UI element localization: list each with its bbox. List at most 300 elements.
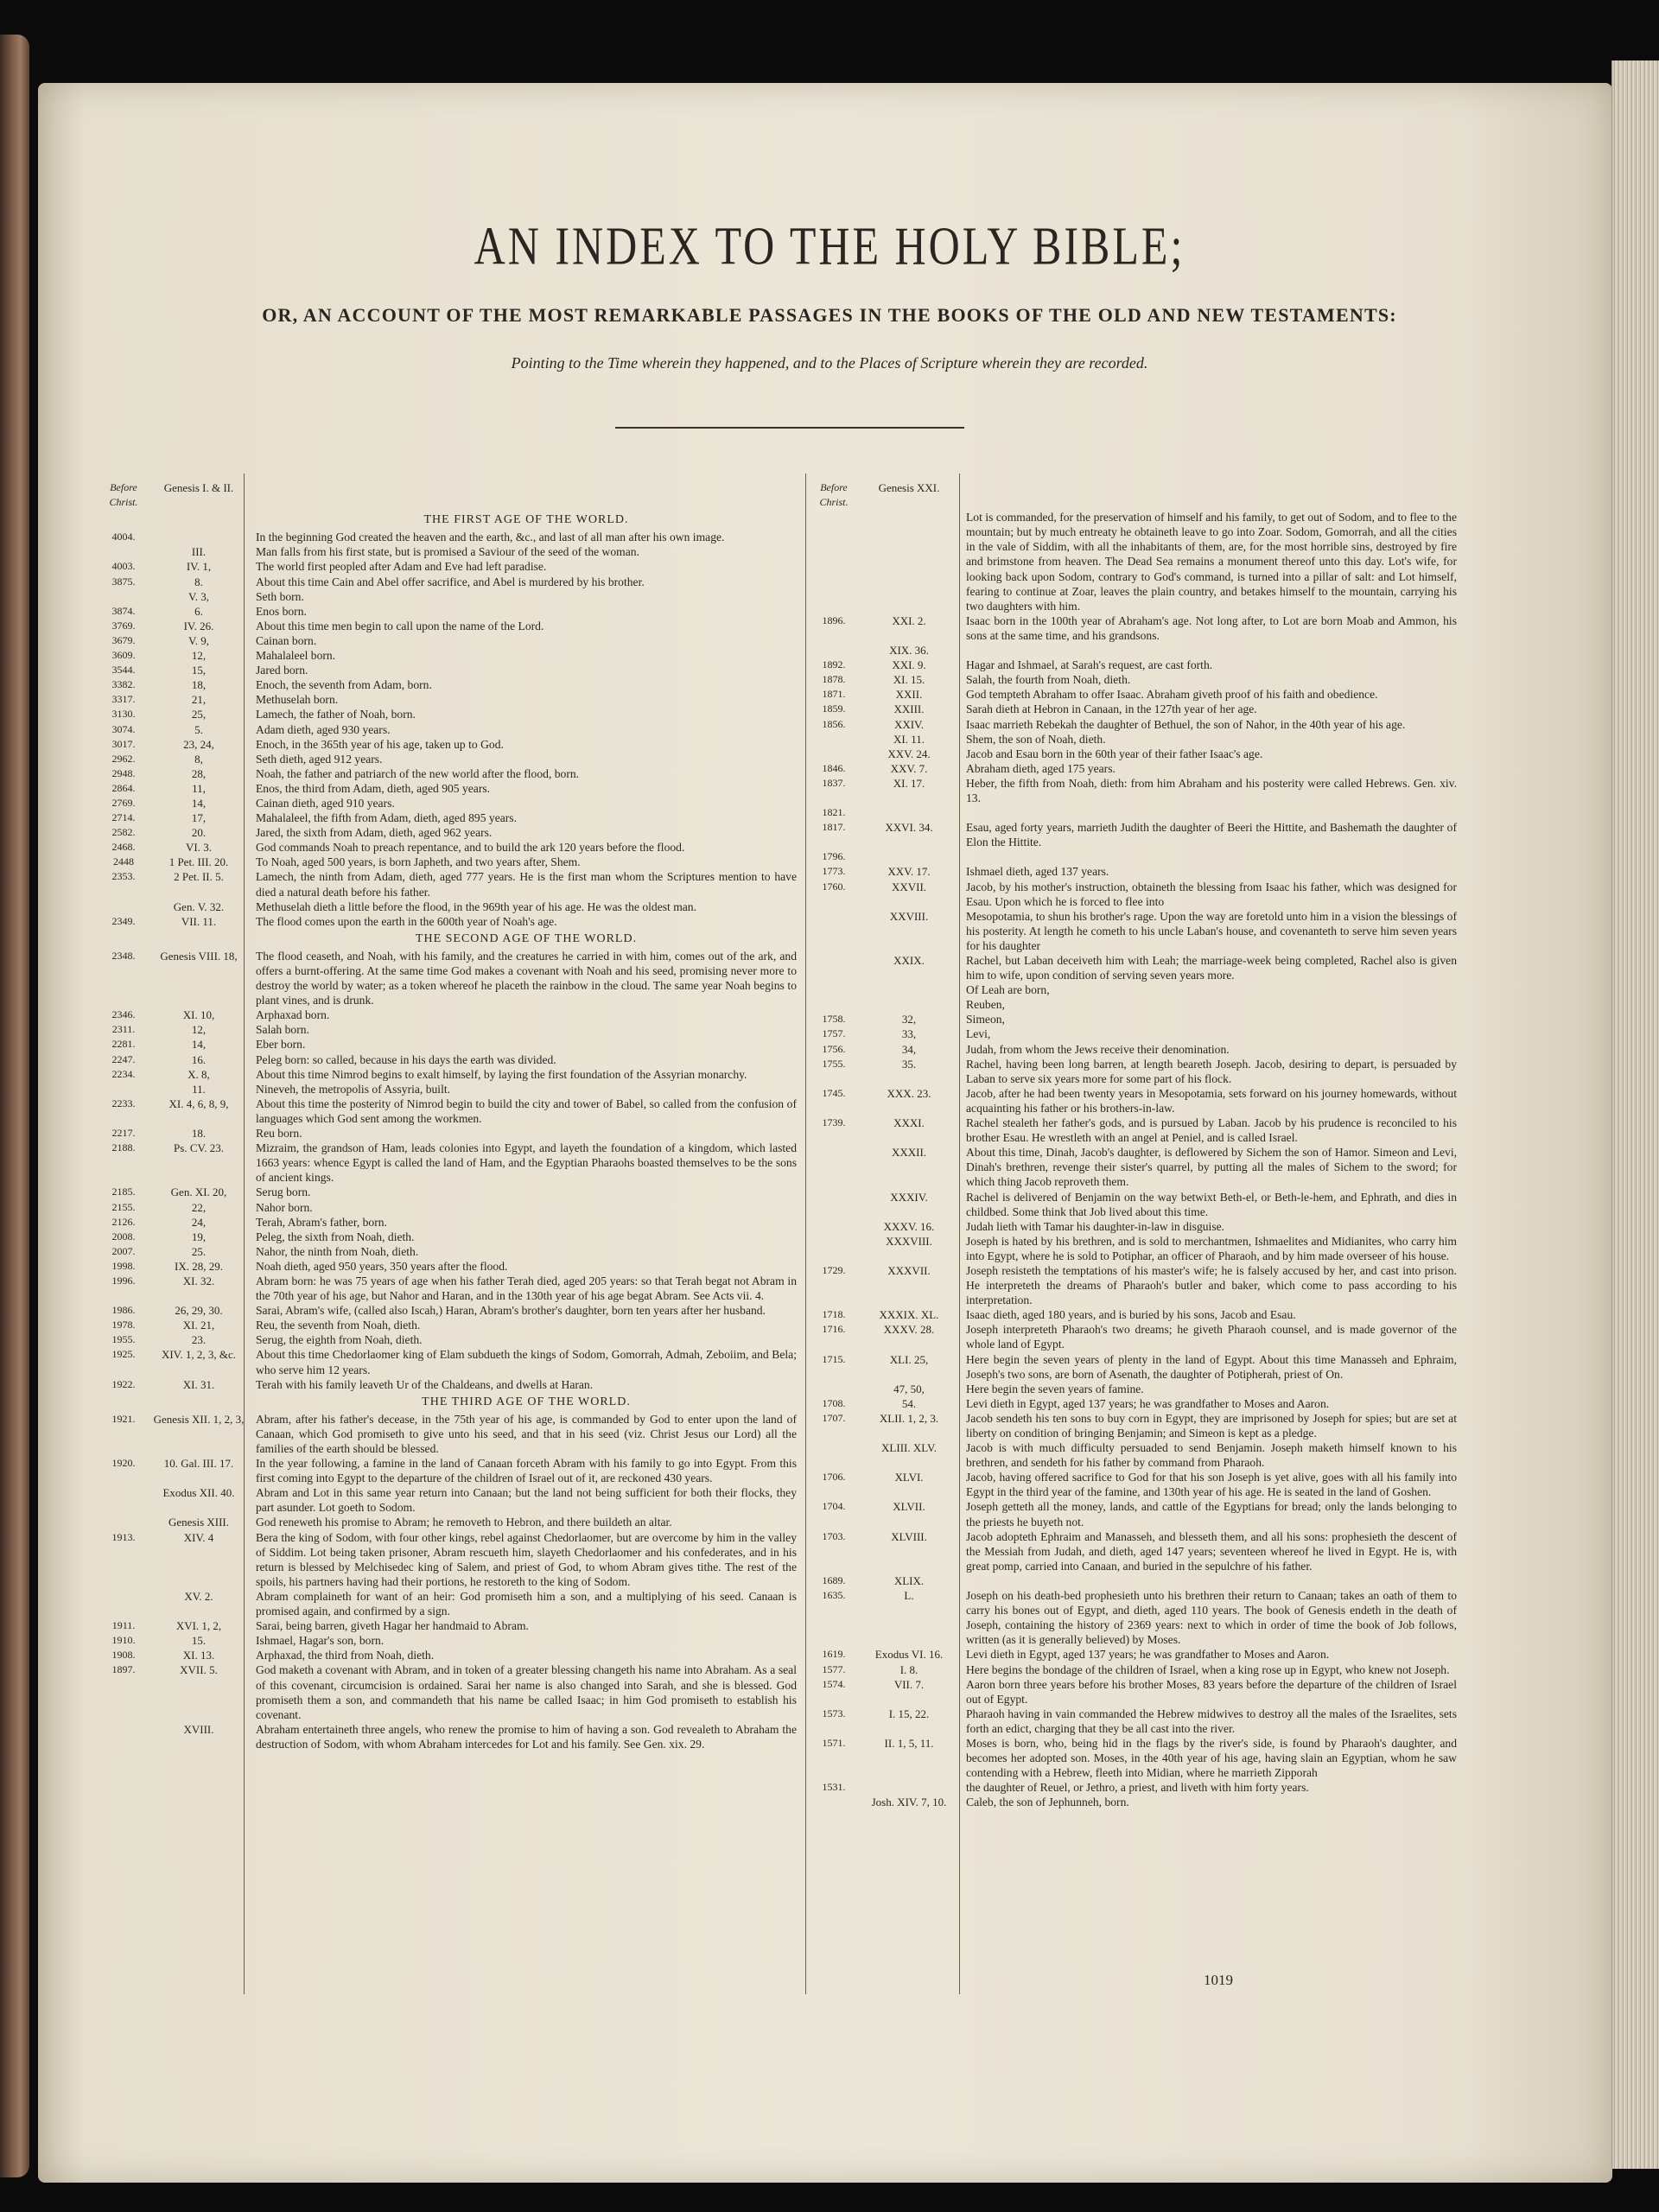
year-cell: 2448 xyxy=(113,855,134,868)
year-cell: 1773. xyxy=(822,865,846,878)
year-cell: 1715. xyxy=(822,1352,846,1365)
index-entry xyxy=(99,530,797,544)
year-cell xyxy=(809,1795,859,1809)
index-entry xyxy=(99,1141,797,1185)
scripture-ref-cell: XVI. 1, 2, xyxy=(175,1619,222,1633)
index-entry xyxy=(809,953,1457,982)
scripture-ref-cell: X. 8, xyxy=(188,1067,210,1081)
index-entry xyxy=(99,1589,797,1618)
entry-text: God maketh a covenant with Abram, and in token of a greater blessing changeth his name into Abraham. As a seal of this covenant, circumcision is ordained. Sarai her name is also changed into Sarah, and she is blessed. God promiseth them a son, and commandeth that his name be called Isaac; in him God promiseth to establish his covenant. xyxy=(256,1663,797,1721)
index-entry xyxy=(809,1677,1457,1707)
scripture-ref-cell: Genesis XIII. xyxy=(168,1516,230,1529)
entry-text: Jacob, after he had been twenty years in Mesopotamia, sets forward on his journey homewards, without acquainting his father or his brothers-in-law. xyxy=(966,1086,1457,1115)
entry-text: Salah born. xyxy=(256,1023,309,1037)
entry-text: Rachel, having been long barren, at length beareth Joseph. Jacob, desiring to depart, is persuaded by Laban to serve six years more for some part of his flock. xyxy=(966,1057,1457,1085)
year-cell: 1718. xyxy=(822,1308,846,1321)
year-cell xyxy=(99,544,149,559)
scripture-ref-cell: 17, xyxy=(191,811,207,825)
year-cell: 1859. xyxy=(822,702,846,715)
index-entry xyxy=(99,1007,797,1022)
index-entry xyxy=(809,1027,1457,1041)
entry-list xyxy=(99,530,797,929)
scripture-ref-cell: 19, xyxy=(191,1230,207,1243)
entry-text: About this time, Dinah, Jacob's daughter, is deflowered by Sichem the son of Hamor. Simeon and Levi, Dinah's brethren, revenge their sister's quarrel, by putting all the males of Sichem to the sword; for which thing Jacob reproveth them. xyxy=(966,1146,1457,1189)
page-subtitle: OR, AN ACCOUNT OF THE MOST REMARKABLE PASSAGES IN THE BOOKS OF THE OLD AND NEW TESTAMENTS: xyxy=(262,304,1397,326)
year-cell: 2007. xyxy=(111,1244,136,1257)
index-entry xyxy=(99,707,797,721)
entry-text: Methuselah dieth a little before the flood, in the 969th year of his age. He was the oldest man. xyxy=(256,899,696,913)
scripture-ref-cell: XI. 10, xyxy=(182,1008,215,1022)
year-cell: 1574. xyxy=(822,1677,846,1690)
entry-text: Shem, the son of Noah, dieth. xyxy=(966,732,1106,746)
year-cell: 2311. xyxy=(111,1023,136,1036)
scripture-ref-cell: 15, xyxy=(191,664,207,677)
entry-text: Enoch, in the 365th year of his age, taken up to God. xyxy=(256,737,504,751)
page-edges xyxy=(1611,60,1659,2169)
index-entry xyxy=(809,864,1457,879)
year-cell: 1531. xyxy=(822,1781,846,1794)
index-entry xyxy=(99,1722,797,1751)
entry-text: Terah, Abram's father, born. xyxy=(256,1215,387,1229)
entry-text: Of Leah are born, xyxy=(966,983,1050,997)
entry-text: Jacob, by his mother's instruction, obtaineth the blessing from Isaac his father, which was designed for Esau. Upon which he is forced to flee into xyxy=(966,880,1457,908)
entry-list xyxy=(809,510,1457,1809)
index-entry xyxy=(99,869,797,899)
entry-text: Jared, the sixth from Adam, dieth, aged 962 years. xyxy=(256,826,493,840)
year-cell: 1910. xyxy=(111,1634,136,1647)
scripture-ref-cell: XXXIV. xyxy=(890,1190,928,1204)
year-cell: 2864. xyxy=(111,781,136,794)
year-cell: 1745. xyxy=(822,1086,846,1099)
entry-text: Methuselah born. xyxy=(256,693,339,707)
index-entry xyxy=(809,687,1457,702)
entry-text: Salah, the fourth from Noah, dieth. xyxy=(966,673,1131,687)
reference-header: Genesis XXI. xyxy=(878,481,940,494)
entry-text: About this time Chedorlaomer king of Elam subdueth the kings of Sodom, Gomorrah, Admah, Zeboiim, and Bela; who serve him 12 years. xyxy=(256,1348,797,1376)
year-cell: 1796. xyxy=(822,850,846,863)
scripture-ref-cell: Gen. V. 32. xyxy=(173,899,225,913)
year-cell: 4003. xyxy=(111,560,136,573)
index-entry xyxy=(99,1200,797,1215)
entry-text: Abram born: he was 75 years of age when his father Terah died, aged 205 years: so that Terah begat not Abram in the 70th year of his age, but Nahor and Haran, and in the 130th year of his age begat Abram. See Acts vii. 4. xyxy=(256,1274,797,1303)
index-entry xyxy=(99,810,797,825)
year-cell xyxy=(809,1190,859,1219)
index-entry xyxy=(809,1190,1457,1219)
entry-text: Bera the king of Sodom, with four other kings, rebel against Chedorlaomer, but are overcome by him in the valley of Siddim. Lot being taken prisoner, Abram rescueth him, slayeth Chedorlaomer and his confederates, and in his return is blessed by Melchisedec king of Salem, and priest of God, to whom Abram gives tithe. The rest of the spoils, his partners having had their portions, he restoreth to the king of Sodom. xyxy=(256,1530,797,1588)
index-entry xyxy=(99,1332,797,1347)
year-cell: 3874. xyxy=(111,604,136,617)
index-entry xyxy=(809,1042,1457,1057)
entry-text: Caleb, the son of Jephunneh, born. xyxy=(966,1796,1129,1809)
year-cell: 2353. xyxy=(111,870,136,883)
scripture-ref-cell xyxy=(859,849,959,864)
year-cell xyxy=(809,1382,859,1396)
entry-text: Mahalaleel, the fifth from Adam, dieth, aged 895 years. xyxy=(256,811,517,825)
scripture-ref-cell: XLVI. xyxy=(894,1471,924,1484)
index-entry xyxy=(99,575,797,589)
column-divider xyxy=(805,474,806,1994)
index-entry xyxy=(809,672,1457,687)
year-cell: 1911. xyxy=(111,1619,136,1632)
entry-text: Ishmael dieth, aged 137 years. xyxy=(966,865,1109,879)
scripture-ref-cell: 35. xyxy=(901,1057,917,1071)
index-entry xyxy=(99,796,797,810)
scripture-ref-cell: XXIX. xyxy=(893,954,925,967)
index-entry xyxy=(99,855,797,869)
entry-text: Here begin the seven years of famine. xyxy=(966,1382,1144,1395)
section-heading: THE FIRST AGE OF THE WORLD. xyxy=(423,513,629,527)
entry-text: Sarai, being barren, giveth Hagar her handmaid to Abram. xyxy=(256,1619,529,1633)
index-entry xyxy=(809,1057,1457,1086)
scripture-ref-cell: XIX. 36. xyxy=(889,644,929,658)
entry-text: Isaac dieth, aged 180 years, and is buried by his sons, Jacob and Esau. xyxy=(966,1308,1296,1322)
index-entry xyxy=(99,1022,797,1037)
entry-text: God reneweth his promise to Abram; he removeth to Hebron, and there buildeth an altar. xyxy=(256,1516,672,1529)
year-cell: 3544. xyxy=(111,664,136,677)
scripture-ref-cell: 14, xyxy=(191,796,207,810)
year-cell: 2582. xyxy=(111,826,136,839)
year-cell: 3382. xyxy=(111,678,136,691)
year-cell: 1996. xyxy=(111,1274,136,1287)
scripture-ref-cell: II. 1, 5, 11. xyxy=(884,1736,934,1750)
scripture-ref-cell: 32, xyxy=(901,1013,917,1027)
entry-text: Serug born. xyxy=(256,1185,311,1199)
scripture-ref-cell: XLIX. xyxy=(893,1573,925,1587)
entry-text xyxy=(959,849,1457,864)
index-entry xyxy=(809,510,1457,613)
year-cell: 2948. xyxy=(111,766,136,779)
entry-text: God commands Noah to preach repentance, and to build the ark 120 years before the flood. xyxy=(256,841,685,855)
index-entry xyxy=(809,1382,1457,1396)
entry-text: About this time Nimrod begins to exalt himself, by laying the first foundation of the Assyrian monarchy. xyxy=(256,1067,747,1081)
scripture-ref-cell: XXV. 7. xyxy=(890,761,928,775)
entry-text: Seth born. xyxy=(256,589,304,603)
entry-text: Seth dieth, aged 912 years. xyxy=(256,752,383,766)
year-cell xyxy=(99,1082,149,1096)
year-cell: 1729. xyxy=(822,1263,846,1276)
year-cell: 4004. xyxy=(111,531,136,543)
index-entry xyxy=(99,825,797,840)
index-entry xyxy=(99,1274,797,1303)
column-header xyxy=(809,480,1457,510)
index-entry xyxy=(99,752,797,766)
entry-text: Isaac marrieth Rebekah the daughter of Bethuel, the son of Nahor, in the 40th year of his age. xyxy=(966,717,1406,731)
scripture-ref-cell: 14, xyxy=(191,1038,207,1052)
scripture-ref-cell: XLVIII. xyxy=(891,1529,927,1543)
entry-text: Reu, the seventh from Noah, dieth. xyxy=(256,1319,421,1332)
scripture-ref-cell: Ps. CV. 23. xyxy=(174,1141,224,1155)
scripture-ref-cell: Gen. XI. 20, xyxy=(170,1185,227,1199)
entry-text: Reuben, xyxy=(966,998,1005,1012)
entry-list xyxy=(99,1412,797,1751)
scripture-ref-cell: 23. xyxy=(191,1333,207,1347)
year-cell: 2281. xyxy=(111,1038,136,1051)
index-entry xyxy=(809,1352,1457,1382)
entry-text: Judah lieth with Tamar his daughter-in-law in disguise. xyxy=(966,1219,1225,1233)
year-cell: 1986. xyxy=(111,1304,136,1317)
index-entry xyxy=(809,1086,1457,1116)
year-cell: 1716. xyxy=(822,1323,846,1336)
page-tagline: Pointing to the Time wherein they happened, and to the Places of Scripture wherein they are recorded. xyxy=(511,354,1148,372)
entry-text: Reu born. xyxy=(256,1127,302,1141)
entry-text: Esau, aged forty years, marrieth Judith the daughter of Beeri the Hittite, and Bashemath the daughter of Elon the Hittite. xyxy=(966,821,1457,849)
scripture-ref-cell: 8. xyxy=(194,575,203,588)
scripture-ref-cell: XI. 17. xyxy=(893,776,925,790)
year-cell: 2769. xyxy=(111,796,136,809)
year-cell xyxy=(99,589,149,604)
scripture-ref-cell: L. xyxy=(904,1589,914,1603)
entry-text: Here begin the seven years of plenty in the land of Egypt. About this time Manasseh and Ephraim, Joseph's two sons, are born of Asenath, the daughter of Potipherah, priest of On. xyxy=(966,1352,1457,1381)
scripture-ref-cell xyxy=(859,805,959,820)
scripture-ref-cell: 25. xyxy=(191,1244,207,1258)
index-entry xyxy=(99,1633,797,1648)
scripture-ref-cell: XXIII. xyxy=(893,702,925,716)
year-cell: 1706. xyxy=(822,1471,846,1484)
index-entry xyxy=(809,747,1457,761)
year-cell: 1922. xyxy=(111,1377,136,1390)
scripture-ref-cell xyxy=(149,530,249,544)
index-entry xyxy=(99,1618,797,1633)
scripture-ref-cell: XXXII. xyxy=(891,1146,927,1160)
scripture-ref-cell: 22, xyxy=(191,1200,207,1214)
scripture-ref-cell: 2 Pet. II. 5. xyxy=(174,870,224,884)
index-entry xyxy=(809,1470,1457,1499)
scripture-ref-cell: XV. 2. xyxy=(184,1589,213,1603)
entry-text: Jacob and Esau born in the 60th year of their father Isaac's age. xyxy=(966,747,1263,760)
index-entry xyxy=(99,677,797,692)
index-entry xyxy=(809,1707,1457,1736)
entry-text: Enos born. xyxy=(256,604,307,618)
index-entry xyxy=(809,1263,1457,1307)
scripture-ref-cell: XLI. 25, xyxy=(889,1352,929,1366)
year-cell: 1704. xyxy=(822,1500,846,1513)
index-entry xyxy=(99,1456,797,1485)
year-cell xyxy=(99,1722,149,1751)
scripture-ref-cell: 6. xyxy=(194,604,203,618)
scripture-ref-cell: 20. xyxy=(191,826,207,840)
year-cell: 2234. xyxy=(111,1067,136,1080)
index-entry xyxy=(809,1780,1457,1795)
year-cell: 1817. xyxy=(822,821,846,834)
index-entry xyxy=(809,1736,1457,1780)
scripture-ref-cell: XXV. 17. xyxy=(887,865,931,879)
scripture-ref-cell: IV. 26. xyxy=(183,619,214,632)
scripture-ref-cell: VII. 11. xyxy=(181,914,217,928)
entry-text: Sarai, Abram's wife, (called also Iscah,) Haran, Abram's brother's daughter, born ten years after her husband. xyxy=(256,1304,766,1318)
entry-text: Rachel stealeth her father's gods, and is pursued by Laban. Jacob by his prudence is reconciled to his brother Esau. He wrestleth with an angel at Peniel, and is called Israel. xyxy=(966,1116,1457,1145)
entry-text: Rachel is delivered of Benjamin on the way betwixt Beth-el, or Beth-le-hem, and Ephrath, and dies in childbed. Some think that Job lived about this time. xyxy=(966,1190,1457,1218)
scripture-ref-cell: 12, xyxy=(191,1023,207,1037)
scripture-ref-cell: XXXV. 28. xyxy=(883,1323,935,1337)
year-cell xyxy=(809,732,859,747)
scripture-ref-cell xyxy=(859,1780,959,1795)
year-cell: 2349. xyxy=(111,914,136,927)
year-cell: 1573. xyxy=(822,1707,846,1719)
entry-text: Joseph is hated by his brethren, and is sold to merchantmen, Ishmaelites and Midianites, who carry him into Egypt, where he is sold to Potiphar, an officer of Pharaoh, and by him made overseer of his house. xyxy=(966,1234,1457,1262)
entry-text: Sarah dieth at Hebron in Canaan, in the 127th year of her age. xyxy=(966,702,1257,716)
year-cell xyxy=(99,899,149,914)
index-entry xyxy=(99,1082,797,1096)
scripture-ref-cell: XXXV. 16. xyxy=(883,1219,935,1233)
index-entry xyxy=(809,820,1457,849)
index-entry xyxy=(99,1126,797,1141)
year-cell: 1856. xyxy=(822,717,846,730)
entry-text: Levi, xyxy=(966,1027,991,1041)
scripture-ref-cell: XXI. 2. xyxy=(892,613,926,627)
index-entry xyxy=(99,1230,797,1244)
entry-text: Isaac born in the 100th year of Abraham's age. Not long after, to Lot are born Moab and Ammon, his sons at the same time, and his grandsons. xyxy=(966,613,1457,642)
scripture-ref-cell: XXV. 24. xyxy=(887,747,931,760)
scripture-ref-cell: III. xyxy=(191,545,207,559)
year-cell xyxy=(809,1219,859,1234)
entry-text: About this time men begin to call upon the name of the Lord. xyxy=(256,619,544,632)
index-entry xyxy=(99,589,797,604)
index-entry xyxy=(809,849,1457,864)
year-cell: 1998. xyxy=(111,1259,136,1272)
entry-text: God tempteth Abraham to offer Isaac. Abraham giveth proof of his faith and obedience. xyxy=(966,688,1378,702)
year-cell: 2008. xyxy=(111,1230,136,1243)
year-cell: 1878. xyxy=(822,673,846,686)
year-cell xyxy=(809,982,859,997)
entry-text: Jacob is with much difficulty persuaded to send Benjamin. Joseph maketh himself known to his brethren, and sendeth for his father by command from Pharaoh. xyxy=(966,1441,1457,1470)
entry-text: Cainan born. xyxy=(256,633,317,647)
entry-text: Mizraim, the grandson of Ham, leads colonies into Egypt, and layeth the foundation of a kingdom, which lasted 1663 years: whence Egypt is called the land of Ham, and the Egyptian Pharaohs boasted themselves to be the sons of ancient kings. xyxy=(256,1141,797,1185)
year-cell: 1707. xyxy=(822,1411,846,1424)
index-entry xyxy=(99,1485,797,1515)
entry-list xyxy=(99,949,797,1392)
entry-text: Jared born. xyxy=(256,664,308,677)
index-entry xyxy=(809,880,1457,909)
year-cell: 2233. xyxy=(111,1096,136,1109)
index-entry xyxy=(809,1116,1457,1145)
entry-text: Mahalaleel born. xyxy=(256,649,336,663)
entry-text: Noah dieth, aged 950 years, 350 years after the flood. xyxy=(256,1259,508,1273)
index-entry xyxy=(99,1318,797,1332)
year-cell: 1846. xyxy=(822,761,846,774)
year-cell: 1756. xyxy=(822,1042,846,1055)
index-entry xyxy=(99,1648,797,1662)
scripture-ref-cell: Exodus XII. 40. xyxy=(162,1486,235,1500)
index-entry xyxy=(99,1259,797,1274)
entry-text xyxy=(959,805,1457,820)
entry-text: Joseph resisteth the temptations of his master's wife; he is falsely accused by her, and cast into prison. He interpreteth the dreams of Pharaoh's butler and baker, which come to pass according to his interpretation. xyxy=(966,1263,1457,1307)
entry-text: Nahor born. xyxy=(256,1200,313,1214)
year-cell: 1892. xyxy=(822,658,846,671)
year-cell xyxy=(809,1440,859,1470)
year-cell: 2962. xyxy=(111,752,136,765)
year-cell: 1619. xyxy=(822,1648,846,1661)
index-entry xyxy=(99,737,797,752)
year-cell: 3130. xyxy=(111,708,136,721)
year-cell: 3875. xyxy=(111,575,136,588)
entry-text: The world first peopled after Adam and Eve had left paradise. xyxy=(256,560,547,574)
index-entry xyxy=(99,1052,797,1067)
scripture-ref-cell: I. 8. xyxy=(899,1662,918,1676)
index-entry xyxy=(99,633,797,648)
index-entry xyxy=(99,1515,797,1529)
year-cell: 2155. xyxy=(111,1200,136,1213)
entry-text: In the year following, a famine in the land of Canaan forceth Abram with his family to go into Egypt. From this first coming into Egypt to the departure of the children of Israel out of it, are reckoned 430 years. xyxy=(256,1457,797,1485)
scripture-ref-cell: XLVII. xyxy=(893,1500,925,1514)
index-entry xyxy=(809,761,1457,776)
entry-text: Joseph interpreteth Pharaoh's two dreams; he giveth Pharaoh counsel, and is made governor of the whole land of Egypt. xyxy=(966,1323,1457,1351)
scripture-ref-cell: 21, xyxy=(191,693,207,707)
index-entry xyxy=(809,732,1457,747)
scripture-ref-cell: XI. 21, xyxy=(182,1319,215,1332)
section-heading: THE SECOND AGE OF THE WORLD. xyxy=(415,931,638,945)
scripture-ref-cell: XI. 4, 6, 8, 9, xyxy=(168,1096,229,1110)
year-cell: 2185. xyxy=(111,1185,136,1198)
year-cell: 1577. xyxy=(822,1662,846,1675)
entry-text: Joseph on his death-bed prophesieth unto his brethren their return to Canaan; takes an oath of them to carry his bones out of Egypt, and dieth, aged 110 years. The book of Genesis endeth in the death of Joseph, containing the history of 2369 years: next to which in order of time the book of Job follows, written (as it is generally believed) by Moses. xyxy=(966,1589,1457,1647)
index-entry xyxy=(809,658,1457,672)
entry-text: Man falls from his first state, but is promised a Saviour of the seed of the woman. xyxy=(256,545,639,559)
scripture-ref-cell: XVIII. xyxy=(183,1722,214,1736)
entry-text: About this time the posterity of Nimrod begin to build the city and tower of Babel, so called from the confusion of languages which God sent among the workmen. xyxy=(256,1096,797,1125)
index-entry xyxy=(809,1573,1457,1588)
entry-text: Abraham dieth, aged 175 years. xyxy=(966,761,1116,775)
entry-text: Aaron born three years before his brother Moses, 83 years before the departure of the children of Israel out of Egypt. xyxy=(966,1677,1457,1706)
entry-text: The flood comes upon the earth in the 600th year of Noah's age. xyxy=(256,914,557,928)
year-cell: 1955. xyxy=(111,1333,136,1346)
entry-text: Simeon, xyxy=(966,1013,1005,1027)
year-cell xyxy=(99,1589,149,1618)
entry-text: Lot is commanded, for the preservation of himself and his family, to get out of Sodom, and to flee to the mountain; but by much entreaty he obtaineth leave to go into Zoar. Sodom, Gomorrah, and all the cities in the vale of Siddim, with all the inhabitants of them, are, for the most horrible sins, destroyed by fire and brimstone from heaven. The Dead Sea remains a monument thereof unto this day. Lot's wife, for looking back upon Sodom, contrary to God's command, is turned into a pillar of salt: and Lot himself, fearing to continue at Zoar, leaves the plain country, and betakes himself to the mountain, carrying his two daughters with him. xyxy=(966,511,1457,613)
year-header: Before Christ. xyxy=(819,481,849,509)
year-cell: 3017. xyxy=(111,737,136,750)
year-cell: 3609. xyxy=(111,649,136,662)
scripture-ref-cell: XXI. 9. xyxy=(892,658,926,672)
entry-text: Mesopotamia, to shun his brother's rage. Upon the way are foretold unto him in a vision the blessings of his posterity. At length he cometh to his uncle Laban's house, and covenanteth to serve him seven years for his daughter xyxy=(966,909,1457,952)
entry-text: Levi dieth in Egypt, aged 137 years; he was grandfather to Moses and Aaron. xyxy=(966,1648,1330,1662)
index-entry xyxy=(99,1037,797,1052)
scripture-ref-cell: V. 9, xyxy=(188,633,209,647)
scripture-ref-cell: XXIV. xyxy=(893,717,925,731)
index-entry xyxy=(809,1411,1457,1440)
index-entry xyxy=(99,663,797,677)
index-entry xyxy=(809,1440,1457,1470)
reference-header: Genesis I. & II. xyxy=(163,481,234,494)
year-cell: 1978. xyxy=(111,1319,136,1332)
index-entry xyxy=(99,766,797,781)
index-entry xyxy=(809,1322,1457,1351)
year-cell: 2348. xyxy=(111,949,136,962)
year-cell: 2247. xyxy=(111,1052,136,1065)
index-entry xyxy=(99,559,797,574)
right-column xyxy=(809,480,1457,1809)
year-cell: 1871. xyxy=(822,688,846,701)
scripture-ref-cell: XXVIII. xyxy=(889,909,929,923)
entry-text: Arphaxad, the third from Noah, dieth. xyxy=(256,1649,435,1662)
index-entry xyxy=(809,1588,1457,1647)
scripture-ref-cell: 8, xyxy=(194,752,203,766)
scripture-ref-cell: 18, xyxy=(191,678,207,692)
scripture-ref-cell xyxy=(859,982,959,997)
entry-text: Eber born. xyxy=(256,1038,306,1052)
year-cell: 2714. xyxy=(111,811,136,824)
year-cell: 3317. xyxy=(111,693,136,706)
index-entry xyxy=(99,1662,797,1721)
entry-text: Lamech, the father of Noah, born. xyxy=(256,708,416,721)
index-entry xyxy=(99,1347,797,1376)
scripture-ref-cell: 16. xyxy=(191,1052,207,1066)
scripture-ref-cell: Exodus VI. 16. xyxy=(874,1648,944,1662)
index-entry xyxy=(809,909,1457,953)
scripture-ref-cell: XLIII. XLV. xyxy=(881,1441,937,1455)
scripture-ref-cell: 10. Gal. III. 17. xyxy=(163,1457,234,1471)
index-entry xyxy=(99,1303,797,1318)
entry-text: Peleg, the sixth from Noah, dieth. xyxy=(256,1230,415,1243)
